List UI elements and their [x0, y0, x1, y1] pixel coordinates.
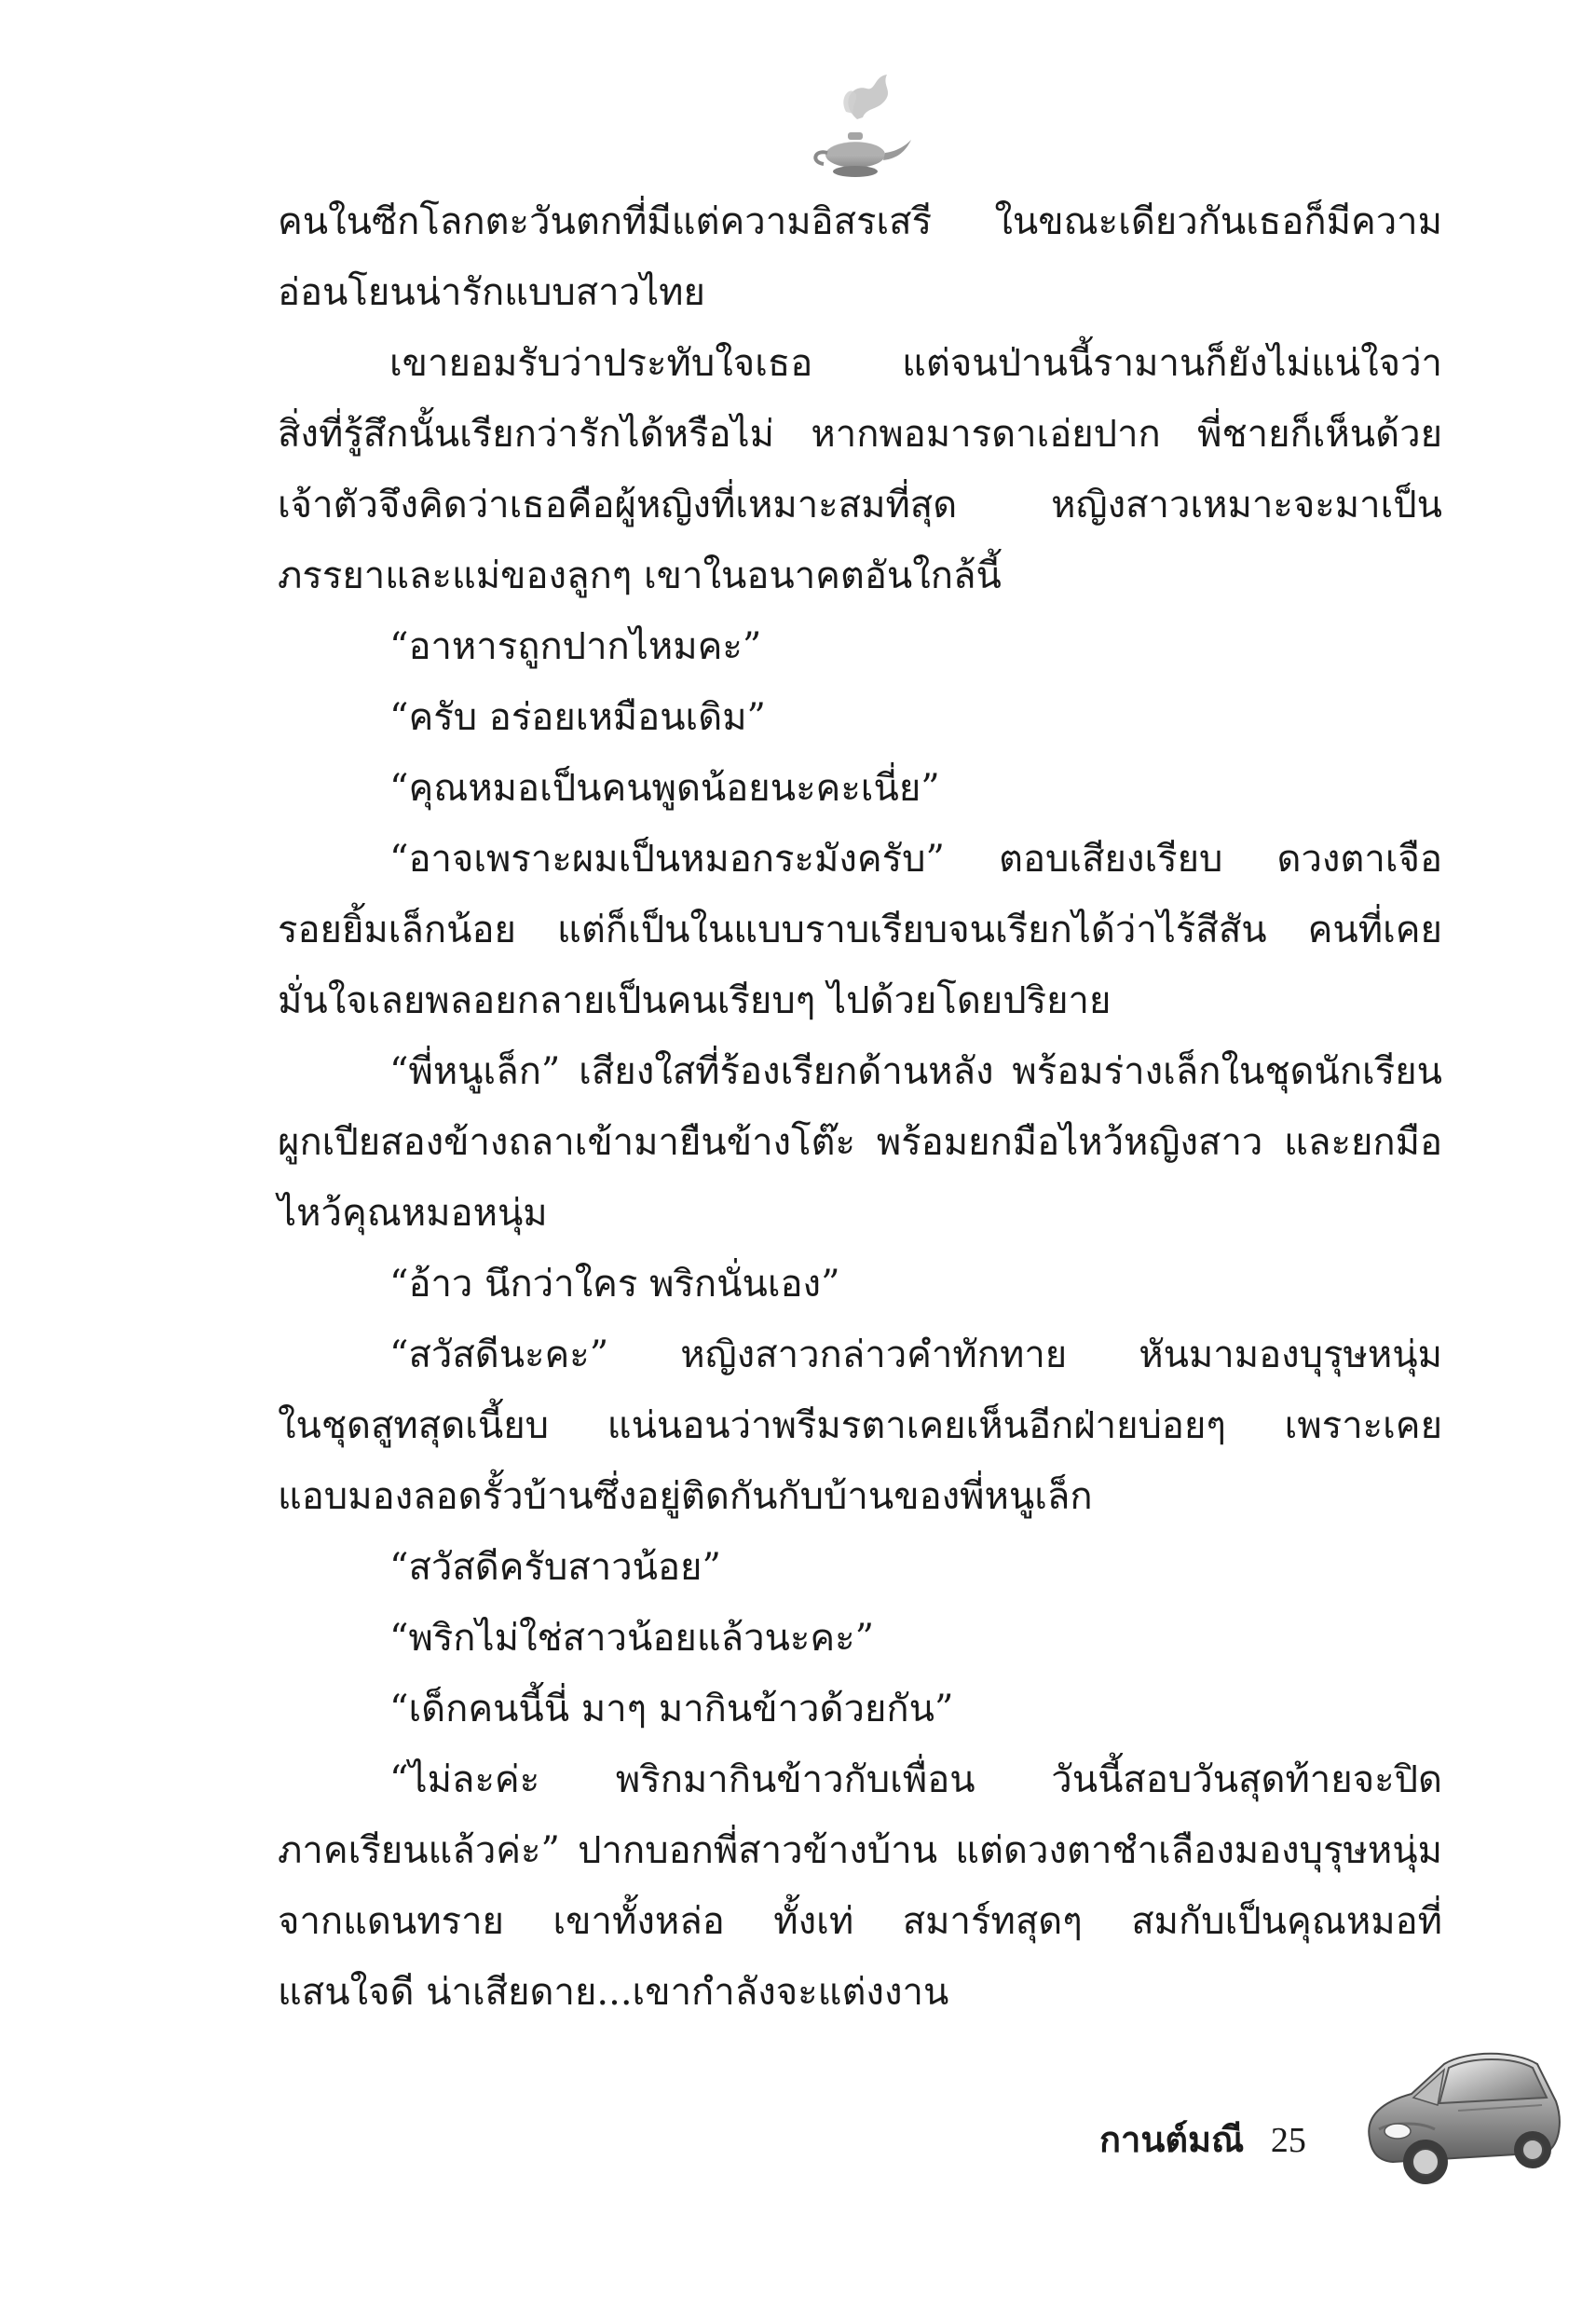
dialogue-line: “พริกไม่ใช่สาวน้อยแล้วนะคะ”	[389, 1617, 875, 1660]
genie-lamp-icon	[801, 65, 913, 186]
paragraph-line: ภรรยาและแม่ของลูกๆ เขาในอนาคตอันใกล้นี้	[278, 554, 1002, 597]
paragraph-line: เขายอมรับว่าประทับใจเธอ แต่จนป่านนี้รามานก็ยังไม่แน่ใจว่า	[389, 342, 1442, 385]
book-title: กานต์มณี	[1099, 2121, 1245, 2160]
dialogue-line: “อ้าว นึกว่าใคร พริกนั่นเอง”	[389, 1263, 840, 1306]
dialogue-line: “สวัสดีครับสาวน้อย”	[389, 1546, 721, 1589]
car-icon	[1356, 2036, 1565, 2195]
paragraph-line: ผูกเปียสองข้างถลาเข้ามายืนข้างโต๊ะ พร้อมยกมือไหว้หญิงสาว และยกมือ	[278, 1121, 1442, 1164]
dialogue-line: “ครับ อร่อยเหมือนเดิม”	[389, 696, 767, 739]
paragraph-line: คนในซีกโลกตะวันตกที่มีแต่ความอิสรเสรี ในขณะเดียวกันเธอก็มีความ	[278, 200, 1442, 243]
paragraph-line: จากแดนทราย เขาทั้งหล่อ ทั้งเท่ สมาร์ทสุดๆ สมกับเป็นคุณหมอที่	[278, 1900, 1442, 1943]
paragraph-line: “อาจเพราะผมเป็นหมอกระมังครับ” ตอบเสียงเรียบ ดวงตาเจือ	[389, 838, 1442, 881]
paragraph-line: อ่อนโยนน่ารักแบบสาวไทย	[278, 271, 705, 314]
paragraph-line: “ไม่ละค่ะ พริกมากินข้าวกับเพื่อน วันนี้สอบวันสุดท้ายจะปิด	[389, 1758, 1442, 1801]
paragraph-line: “สวัสดีนะคะ” หญิงสาวกล่าวคำทักทาย หันมามองบุรุษหนุ่ม	[389, 1333, 1442, 1376]
paragraph-line: เจ้าตัวจึงคิดว่าเธอคือผู้หญิงที่เหมาะสมที่สุด หญิงสาวเหมาะจะมาเป็น	[278, 484, 1442, 526]
paragraph-line: สิ่งที่รู้สึกนั้นเรียกว่ารักได้หรือไม่ หากพอมารดาเอ่ยปาก พี่ชายก็เห็นด้วย	[278, 413, 1442, 456]
paragraph-line: แสนใจดี น่าเสียดาย...เขากำลังจะแต่งงาน	[278, 1971, 949, 2014]
page-number: 25	[1270, 2121, 1306, 2160]
paragraph-line: “พี่หนูเล็ก” เสียงใสที่ร้องเรียกด้านหลัง พร้อมร่างเล็กในชุดนักเรียน	[389, 1050, 1442, 1093]
paragraph-line: ไหว้คุณหมอหนุ่ม	[278, 1192, 548, 1235]
dialogue-line: “อาหารถูกปากไหมคะ”	[389, 625, 762, 668]
dialogue-line: “เด็กคนนี้นี่ มาๆ มากินข้าวด้วยกัน”	[389, 1688, 954, 1730]
paragraph-line: รอยยิ้มเล็กน้อย แต่ก็เป็นในแบบราบเรียบจนเรียกได้ว่าไร้สีสัน คนที่เคย	[278, 909, 1442, 951]
paragraph-line: ในชุดสูทสุดเนี้ยบ แน่นอนว่าพรีมรตาเคยเห็นอีกฝ่ายบ่อยๆ เพราะเคย	[278, 1404, 1442, 1447]
paragraph-line: แอบมองลอดรั้วบ้านซึ่งอยู่ติดกันกับบ้านของพี่หนูเล็ก	[278, 1475, 1093, 1518]
body-text	[278, 186, 1442, 2028]
paragraph-line: มั่นใจเลยพลอยกลายเป็นคนเรียบๆ ไปด้วยโดยปริยาย	[278, 979, 1112, 1022]
paragraph-line: ภาคเรียนแล้วค่ะ” ปากบอกพี่สาวข้างบ้าน แต่ดวงตาชำเลืองมองบุรุษหนุ่ม	[278, 1829, 1442, 1872]
dialogue-line: “คุณหมอเป็นคนพูดน้อยนะคะเนี่ย”	[389, 767, 940, 810]
page-footer	[1099, 2111, 1306, 2167]
